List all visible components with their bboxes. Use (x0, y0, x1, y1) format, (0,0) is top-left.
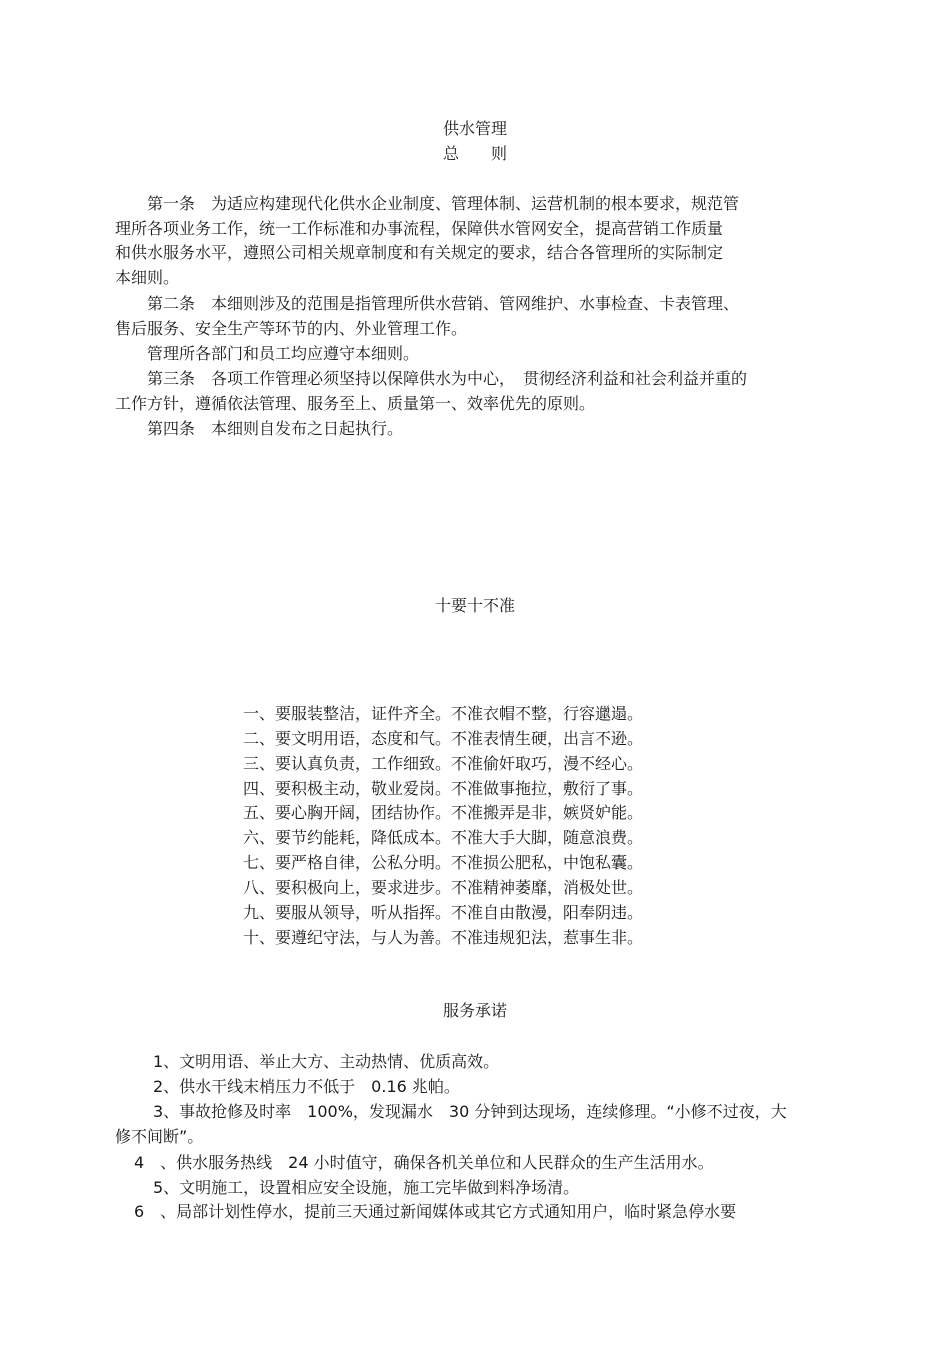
paragraph-line: 第一条 为适应构建现代化供水企业制度、管理体制、运营机制的根本要求，规范管 (115, 194, 740, 213)
paragraph-line: 第四条 本细则自发布之日起执行。 (115, 419, 404, 438)
paragraph-line: 管理所各部门和员工均应遵守本细则。 (115, 344, 420, 363)
paragraph-line: 第二条 本细则涉及的范围是指管理所供水营销、管网维护、水事检查、卡表管理、 (115, 294, 740, 313)
rule-item: 三、要认真负责，工作细致。不准偷奸取巧，漫不经心。 (243, 754, 644, 773)
commitment-item: 4 、供水服务热线 24 小时值守，确保各机关单位和人民群众的生产生活用水。 (134, 1153, 714, 1172)
rule-item: 十、要遵纪守法，与人为善。不准违规犯法，惹事生非。 (243, 928, 644, 947)
commitment-item: 1、文明用语、举止大方、主动热情、优质高效。 (153, 1052, 500, 1071)
commitment-item: 2、供水干线末梢压力不低于 0.16 兆帕。 (153, 1077, 460, 1096)
paragraph-line: 和供水服务水平，遵照公司相关规章制度和有关规定的要求，结合各管理所的实际制定 (115, 243, 724, 262)
commitment-item: 3、事故抢修及时率 100%，发现漏水 30 分钟到达现场，连续修理。“小修不过夜，大 (153, 1102, 787, 1121)
paragraph-line: 售后服务、安全生产等环节的内、外业管理工作。 (115, 319, 468, 338)
rule-item: 二、要文明用语，态度和气。不准表情生硬，出言不逊。 (243, 729, 644, 748)
rule-item: 五、要心胸开阔，团结协作。不准搬弄是非，嫉贤妒能。 (243, 803, 644, 822)
commitment-item: 5、文明施工，设置相应安全设施，施工完毕做到料净场清。 (153, 1178, 580, 1197)
rule-item: 一、要服装整洁，证件齐全。不准衣帽不整，行容邋遢。 (243, 704, 644, 723)
doc-title: 供水管理 (442, 119, 507, 138)
rule-item: 四、要积极主动，敬业爱岗。不准做事拖拉，敷衍了事。 (243, 779, 644, 798)
rule-item: 八、要积极向上，要求进步。不准精神萎靡，消极处世。 (243, 878, 644, 897)
section-heading-service-commitment: 服务承诺 (442, 1001, 507, 1020)
rule-item: 六、要节约能耗，降低成本。不准大手大脚，随意浪费。 (243, 828, 644, 847)
paragraph-line: 本细则。 (115, 268, 180, 287)
commitment-item: 修不间断”。 (115, 1127, 204, 1146)
rule-item: 九、要服从领导，听从指挥。不准自由散漫，阳奉阴违。 (243, 903, 644, 922)
commitment-item: 6 、局部计划性停水，提前三天通过新闻媒体或其它方式通知用户，临时紧急停水要 (134, 1202, 737, 1221)
section-heading-ten-rules: 十要十不准 (434, 596, 515, 615)
rule-item: 七、要严格自律，公私分明。不准损公肥私，中饱私囊。 (243, 853, 644, 872)
section-heading-general: 总 则 (442, 144, 507, 163)
paragraph-line: 第三条 各项工作管理必须坚持以保障供水为中心， 贯彻经济利益和社会利益并重的 (115, 369, 748, 388)
paragraph-line: 理所各项业务工作，统一工作标准和办事流程，保障供水管网安全，提高营销工作质量 (115, 219, 724, 238)
paragraph-line: 工作方针，遵循依法管理、服务至上、质量第一、效率优先的原则。 (115, 394, 596, 413)
